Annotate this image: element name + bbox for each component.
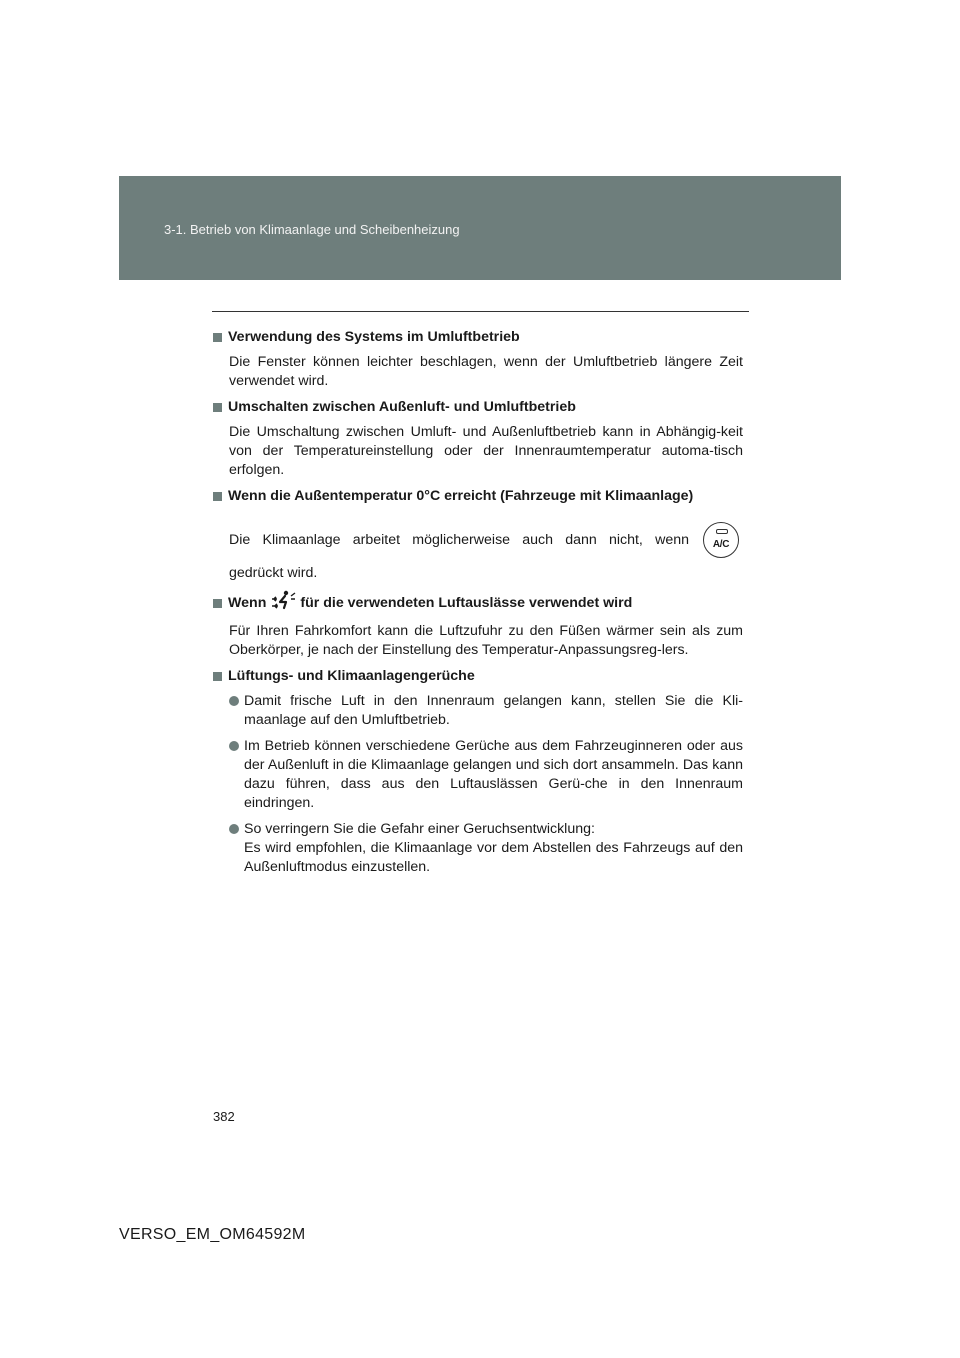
list-item: Im Betrieb können verschiedene Gerüche aus dem Fahrzeuginneren oder aus der Außenluft in die Klimaanlage gelangen und sich dort ansammeln. Das kann dazu führen, dass aus den Luftauslässen Gerü-che in den Innenraum eindringen. bbox=[229, 737, 743, 813]
header-band bbox=[119, 176, 841, 280]
heading-odors: Lüftungs- und Klimaanlagengerüche bbox=[213, 667, 743, 686]
vent-mode-icon bbox=[270, 590, 296, 616]
section-title: 3-1. Betrieb von Klimaanlage und Scheibenheizung bbox=[164, 222, 460, 237]
heading-recirculation: Verwendung des Systems im Umluftbetrieb bbox=[213, 328, 743, 347]
square-bullet-icon bbox=[213, 403, 222, 412]
round-bullet-icon bbox=[229, 741, 239, 751]
ac-button-label: A/C bbox=[712, 538, 730, 550]
document-code: VERSO_EM_OM64592M bbox=[119, 1226, 306, 1243]
square-bullet-icon bbox=[213, 492, 222, 501]
square-bullet-icon bbox=[213, 672, 222, 681]
page-number: 382 bbox=[213, 1109, 235, 1124]
paragraph-outside-temp-end: gedrückt wird. bbox=[229, 565, 318, 581]
paragraph-vent-mode: Für Ihren Fahrkomfort kann die Luftzufuhr zu den Füßen wärmer sein als zum Oberkörper, je nach der Einstellung des Temperatur-Anpassungsreg-lers. bbox=[229, 623, 743, 658]
heading-vent-mode: Wenn für die verwendeten Luftauslässe verwendet wird bbox=[213, 590, 743, 616]
divider bbox=[212, 311, 749, 312]
ac-line bbox=[229, 522, 743, 558]
square-bullet-icon bbox=[213, 599, 222, 608]
paragraph-switching: Die Umschaltung zwischen Umluft- und Außenluftbetrieb kann in Abhängig-keit von der Temperatureinstellung oder der Innenraumtemperatur automa-tisch erfolgen. bbox=[229, 424, 743, 478]
heading-outside-temp: Wenn die Außentemperatur 0°C erreicht (Fahrzeuge mit Klimaanlage) bbox=[213, 487, 743, 506]
content bbox=[213, 328, 743, 884]
bullet-line: Es wird empfohlen, die Klimaanlage vor dem Abstellen des Fahrzeugs auf den Außenluftmodus einzustellen. bbox=[244, 840, 743, 875]
paragraph-recirculation: Die Fenster können leichter beschlagen, wenn der Umluftbetrieb längere Zeit verwendet wird. bbox=[229, 354, 743, 389]
round-bullet-icon bbox=[229, 696, 239, 706]
list-item: Damit frische Luft in den Innenraum gelangen kann, stellen Sie die Kli-maanlage auf den Umluftbetrieb. bbox=[229, 692, 743, 730]
square-bullet-icon bbox=[213, 333, 222, 342]
round-bullet-icon bbox=[229, 824, 239, 834]
bullet-line: So verringern Sie die Gefahr einer Geruchsentwicklung: bbox=[244, 821, 595, 837]
paragraph-outside-temp: Die Klimaanlage arbeitet möglicherweise auch dann nicht, wenn bbox=[229, 531, 689, 548]
ac-button-icon bbox=[703, 522, 739, 558]
ac-indicator-icon bbox=[716, 529, 728, 534]
list-item bbox=[229, 820, 743, 877]
heading-switching: Umschalten zwischen Außenluft- und Umluftbetrieb bbox=[213, 398, 743, 417]
